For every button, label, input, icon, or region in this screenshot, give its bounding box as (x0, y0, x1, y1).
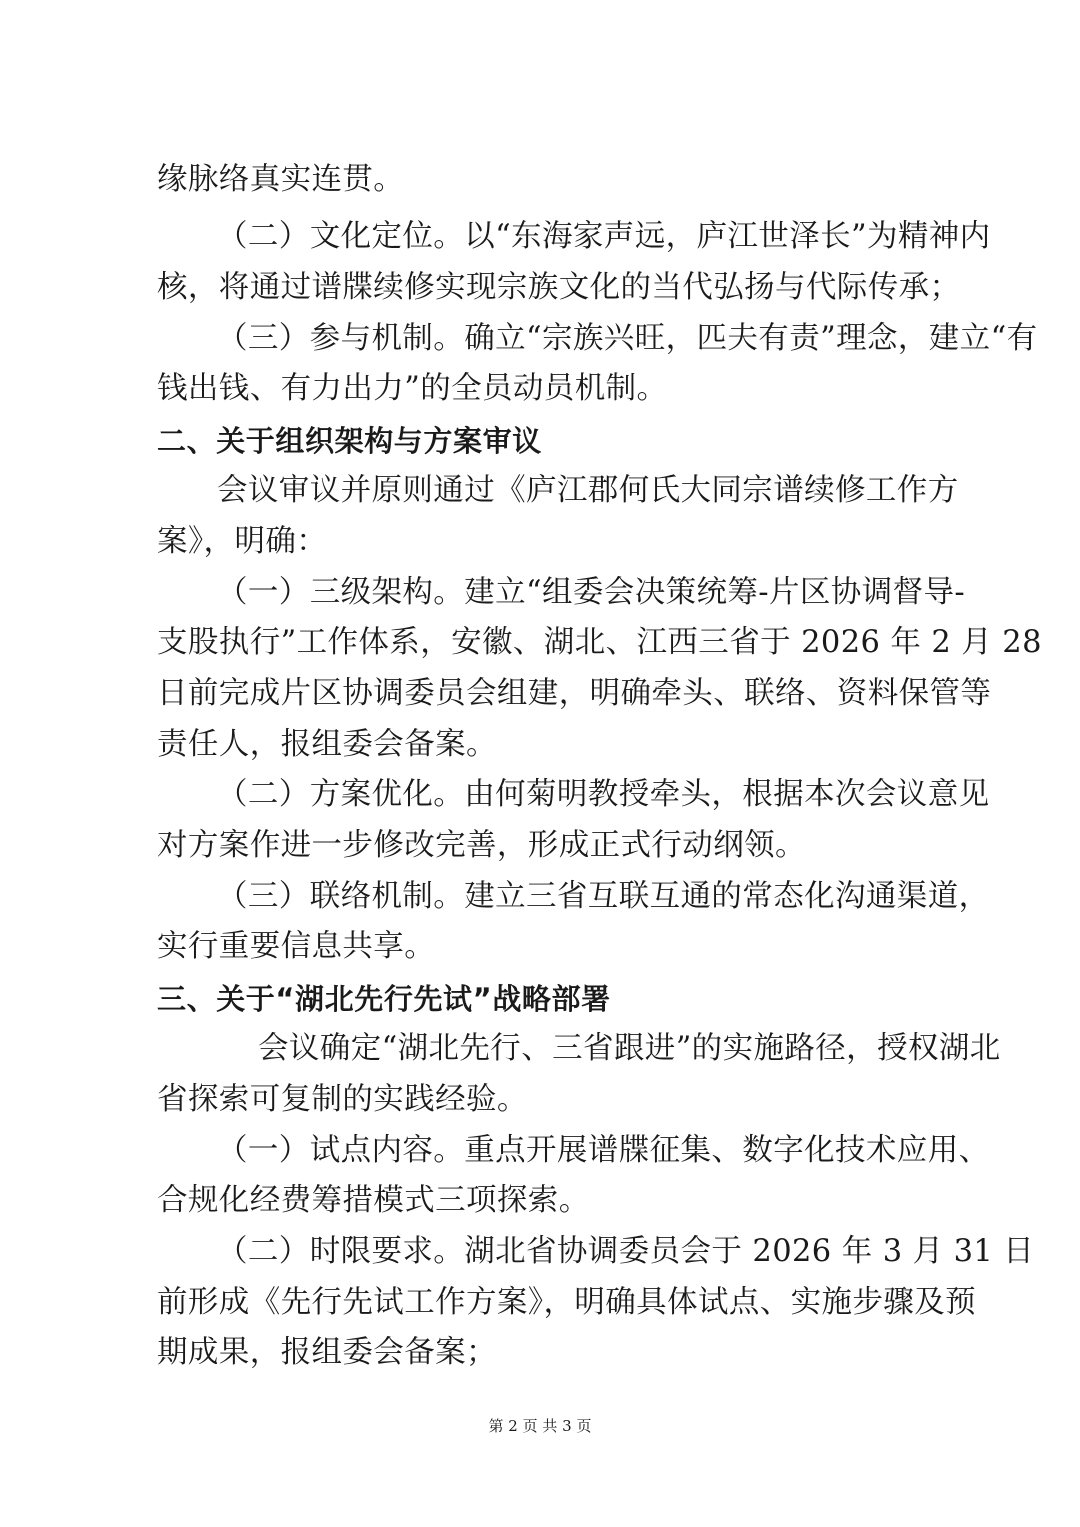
section-heading-2: 二、关于组织架构与方案审议 (157, 424, 542, 458)
text-line: 会议审议并原则通过《庐江郡何氏大同宗谱续修工作方 (217, 473, 959, 508)
text-line: 实行重要信息共享。 (157, 929, 436, 964)
text-line: （一）试点内容。重点开展谱牒征集、数字化技术应用、 (217, 1133, 990, 1168)
text-line: 核，将通过谱牒续修实现宗族文化的当代弘扬与代际传承； (157, 270, 961, 305)
text-line: （二）时限要求。湖北省协调委员会于 2026 年 3 月 31 日 (217, 1234, 1035, 1269)
text-line: 合规化经费筹措模式三项探索。 (157, 1183, 590, 1218)
text-line: 日前完成片区协调委员会组建，明确牵头、联络、资料保管等 (157, 676, 992, 711)
text-line: 钱出钱、有力出力”的全员动员机制。 (157, 371, 668, 406)
text-line: 前形成《先行先试工作方案》，明确具体试点、实施步骤及预 (157, 1285, 977, 1320)
text-line: 会议确定“湖北先行、三省跟进”的实施路径，授权湖北 (258, 1031, 1001, 1066)
text-line: 省探索可复制的实践经验。 (157, 1082, 528, 1117)
text-line: 责任人，报组委会备案。 (157, 727, 497, 762)
text-line: （二）文化定位。以“东海家声远，庐江世泽长”为精神内 (217, 219, 991, 254)
text-line: 对方案作进一步修改完善，形成正式行动纲领。 (157, 828, 806, 863)
text-line: （三）参与机制。确立“宗族兴旺，匹夫有责”理念，建立“有 (217, 321, 1038, 356)
text-line: （二）方案优化。由何菊明教授牵头，根据本次会议意见 (217, 777, 990, 812)
text-line: （一）三级架构。建立“组委会决策统筹-片区协调督导- (217, 575, 966, 610)
text-line: 案》，明确： (157, 524, 328, 559)
section-heading-3: 三、关于“湖北先行先试”战略部署 (157, 982, 611, 1016)
text-line: （三）联络机制。建立三省互联互通的常态化沟通渠道， (217, 879, 990, 914)
text-line: 支股执行”工作体系，安徽、湖北、江西三省于 2026 年 2 月 28 (157, 625, 1042, 660)
text-line: 缘脉络真实连贯。 (157, 162, 405, 197)
text-line: 期成果，报组委会备案； (157, 1335, 497, 1370)
page-number: 第 2 页 共 3 页 (488, 1417, 592, 1435)
